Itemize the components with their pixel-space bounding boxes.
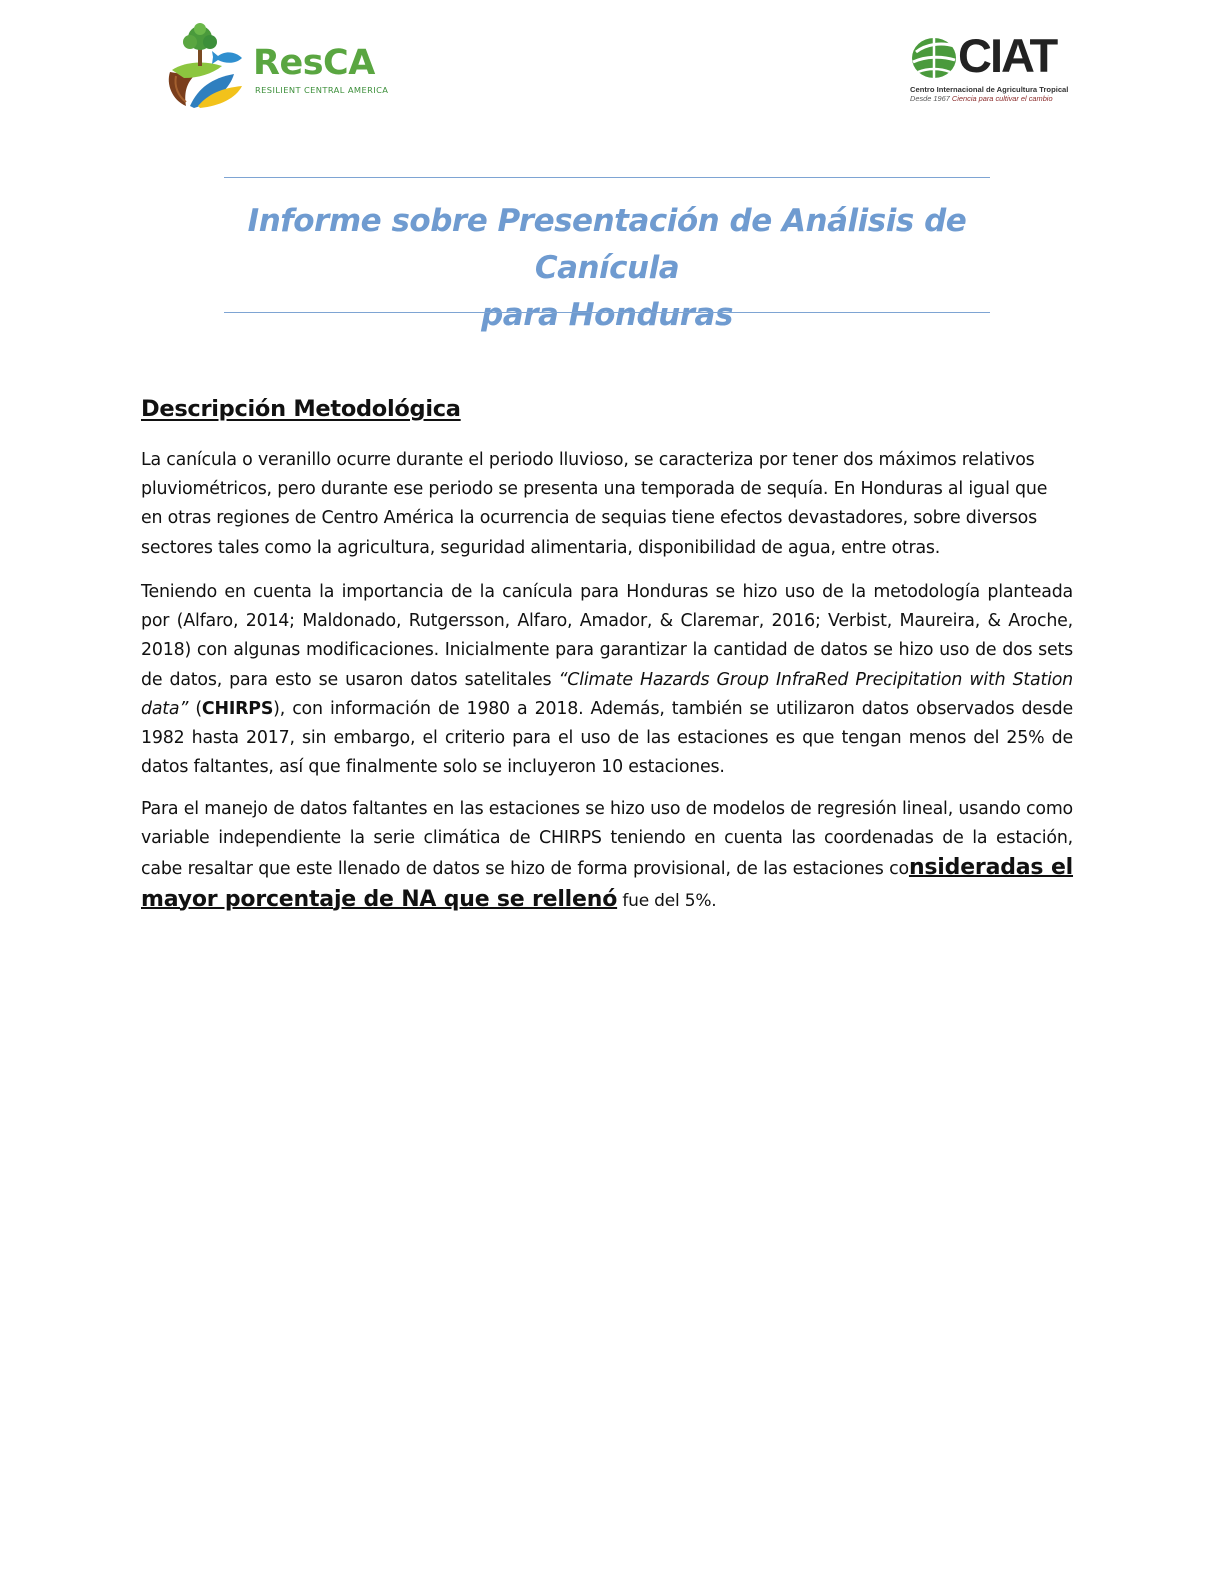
paragraph-2-chirps: CHIRPS (201, 698, 274, 719)
ciat-globe-icon (910, 36, 958, 80)
ciat-logo (908, 29, 1069, 104)
ciat-logo-subtitle: Centro Internacional de Agricultura Tropical (910, 85, 1069, 94)
section-heading: Descripción Metodológica (141, 396, 461, 422)
ciat-logo-motto: Ciencia para cultivar el cambio (951, 94, 1053, 103)
resca-logo (164, 22, 389, 112)
paragraph-3-text-a: Para el manejo de datos faltantes en las estaciones se hizo uso de modelos de regresión lineal, usando como variable independiente la serie climática de CHIRPS teniendo en cuenta las coordenadas de la estación, cabe resaltar que este llenado de datos se hizo de forma provisional, de las estaciones co (141, 799, 1073, 880)
document-title-line2: para Honduras (481, 297, 733, 333)
paragraph-2-text-b: ( (188, 698, 202, 719)
paragraph-3-text-b: fue del 5%. (617, 890, 717, 911)
document-title-line1: Informe sobre Presentación de Análisis de Canícula (247, 203, 967, 286)
title-rule-bottom (224, 312, 990, 313)
document-title (190, 198, 1024, 339)
resca-logo-tagline: RESILIENT CENTRAL AMERICA (255, 85, 389, 95)
paragraph-1: La canícula o veranillo ocurre durante el periodo lluvioso, se caracteriza por tener dos máximos relativos pluviométricos, pero durante ese periodo se presenta una temporada de sequía. En Honduras al igual que en otras regiones de Centro América la ocurrencia de sequias tiene efectos devastadores, sobre diversos sectores tales como la agricultura, seguridad alimentaria, disponibilidad de agua, entre otras. (141, 450, 1048, 558)
title-rule-top (224, 177, 990, 178)
resca-emblem-icon (164, 22, 248, 108)
resca-logo-wordmark: ResCA (253, 43, 375, 83)
paragraph-3-emphasis: nsideradas el mayor porcentaje de NA que se rellenó (141, 855, 1074, 912)
paragraph-2-text-c: ), con información de 1980 a 2018. Además, también se utilizaron datos observados desde 1982 hasta 2017, sin embargo, el criterio para el uso de las estaciones es que tengan menos del 25% de datos faltantes, así que finalmente solo se incluyeron 10 estaciones. (141, 698, 1073, 778)
paragraph-3 (141, 795, 1073, 916)
ciat-logo-slogan (910, 94, 1053, 103)
paragraph-2-dataset-name: “Climate Hazards Group InfraRed Precipitation with Station data” (141, 669, 1073, 719)
paragraph-2 (141, 578, 1073, 782)
ciat-logo-wordmark: CIAT (958, 29, 1057, 82)
paragraph-2-text-a: Teniendo en cuenta la importancia de la canícula para Honduras se hizo uso de la metodología planteada por (Alfaro, 2014; Maldonado, Rutgersson, Alfaro, Amador, & Claremar, 2016; Verbist, Maureira, & Aroche, 2018) con algunas modificaciones. Inicialmente para garantizar la cantidad de datos se hizo uso de dos sets de datos, para esto se usaron datos satelitales (141, 582, 1073, 690)
ciat-logo-since: Desde 1967 (910, 94, 950, 103)
